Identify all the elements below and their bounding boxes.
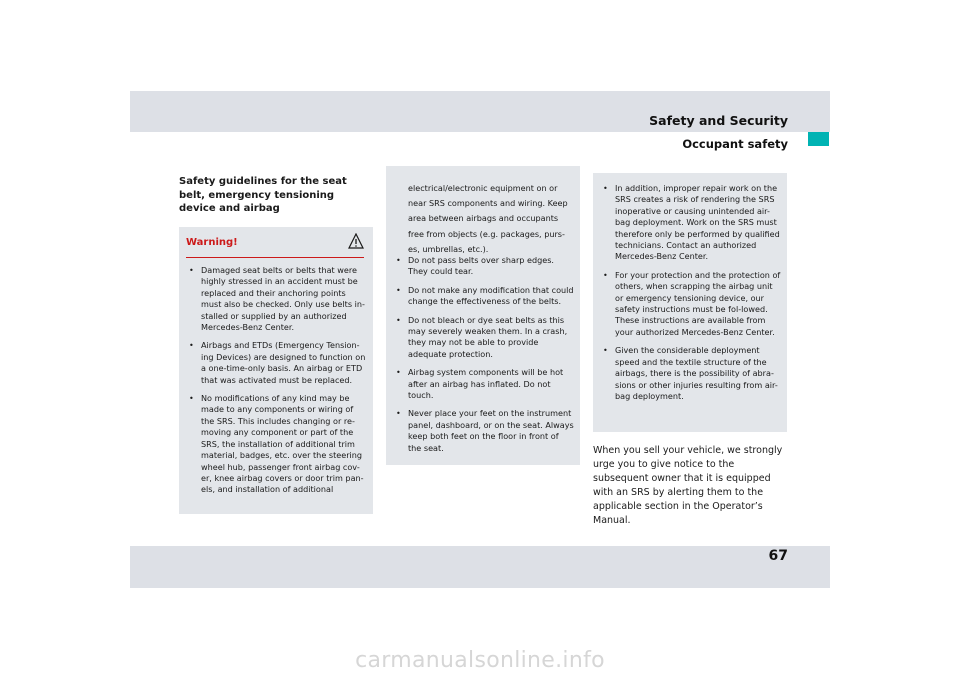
list-item: • Do not pass belts over sharp edges. They could tear. (392, 255, 574, 278)
list-item: • Airbag system components will be hot after an airbag has inflated. Do not touch. (392, 367, 574, 401)
list-item: • Do not bleach or dye seat belts as this may severely weaken them. In a crash, they may not be able to provide adequate protection. (392, 315, 574, 361)
page-heading: Safety guidelines for the seat belt, emergency tensioning device and airbag (179, 176, 347, 214)
warning-title: Warning! (186, 237, 238, 248)
list-item: • Airbags and ETDs (Emergency Tension-ing Devices) are designed to function on a one-time-only basis. An airbag or ETD that was activated must be replaced. (185, 340, 367, 386)
warning-header (186, 237, 364, 258)
list-item: • Never place your feet on the instrument panel, dashboard, or on the seat. Always keep both feet on the floor in front of the seat. (392, 408, 574, 454)
list-item: • In addition, improper repair work on the SRS creates a risk of rendering the SRS inoperative or causing unintended air-bag deployment. Work on the SRS must therefore only be performed by qualified technicians. Contact an authorized Mercedes-Benz Center. (599, 183, 781, 263)
warning-box (179, 227, 373, 514)
continued-text: electrical/electronic equipment on or near SRS components and wiring. Keep area between airbags and occupants free from objects (e.g. packages, purs-es, umbrellas, etc.). (408, 183, 568, 254)
list-item: • No modifications of any kind may be made to any components or wiring of the SRS. This includes changing or re-moving any component or part of the SRS, the installation of additional trim material, badges, etc. over the steering wheel hub, passenger front airbag cov-er, knee airbag covers or door trim pan-els, and installation of additional (185, 393, 367, 496)
warning-triangle-icon (348, 233, 364, 249)
list-item: • Do not make any modification that could change the effectiveness of the belts. (392, 285, 574, 308)
subsection-title: Occupant safety (682, 137, 788, 151)
body-paragraph: When you sell your vehicle, we strongly urge you to give notice to the subsequent owner that it is equipped with an SRS by alerting them to the applicable section in the Operator’s Manual. (593, 445, 783, 526)
list-item: • Given the considerable deployment speed and the textile structure of the airbags, there is the possibility of abra-sions or other injuries resulting from air-bag deployment. (599, 345, 781, 402)
watermark: carmanualsonline.info (355, 648, 605, 673)
section-marker (808, 132, 829, 146)
warning-box-continued (593, 173, 787, 432)
warning-list (599, 183, 781, 409)
footer-band (130, 546, 830, 588)
warning-list (185, 265, 367, 503)
warning-list (392, 255, 574, 461)
warning-box-continued (386, 166, 580, 465)
list-item: • For your protection and the protection of others, when scrapping the airbag unit or emergency tensioning device, our safety instructions must be fol-lowed. These instructions are available from your authorized Mercedes-Benz Center. (599, 270, 781, 338)
section-title: Safety and Security (649, 113, 788, 128)
list-item: • Damaged seat belts or belts that were highly stressed in an accident must be replaced and their anchoring points must also be checked. Only use belts in-stalled or supplied by an authorized Mercedes-Benz Center. (185, 265, 367, 333)
page-number: 67 (768, 548, 788, 564)
